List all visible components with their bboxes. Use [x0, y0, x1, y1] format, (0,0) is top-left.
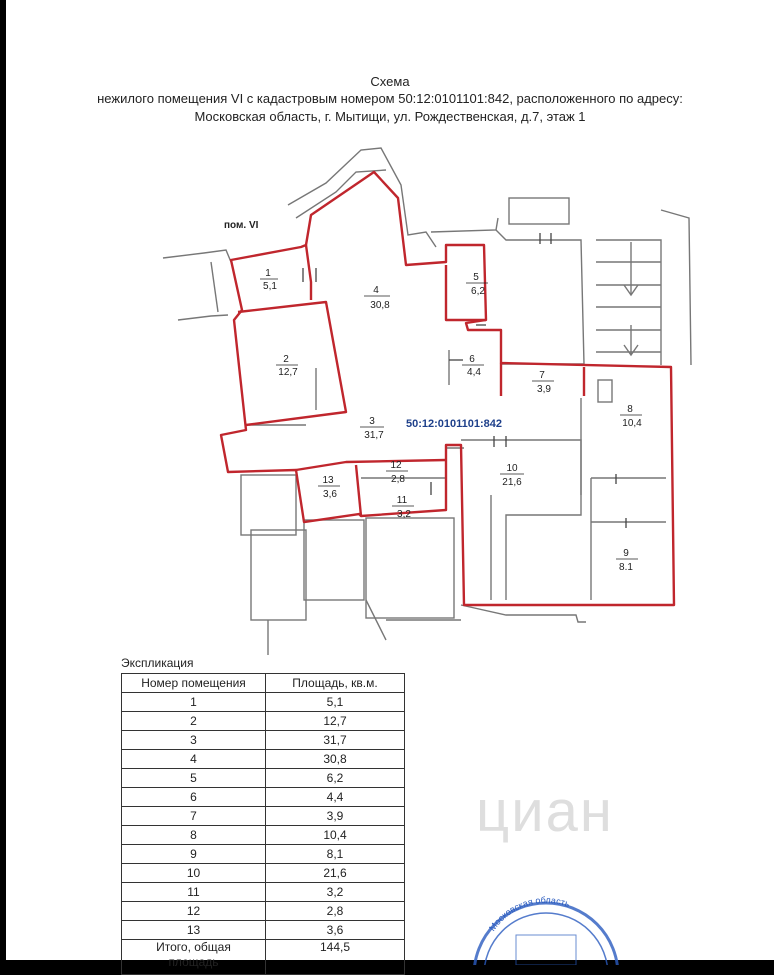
table-row — [122, 807, 405, 826]
door-marks — [303, 233, 626, 528]
room-number-cell: 3 — [122, 731, 266, 750]
room-5-area: 6,2 — [471, 286, 485, 297]
room-number-cell: 10 — [122, 864, 266, 883]
stamp-text: Московская область — [487, 895, 572, 933]
room-1-area: 5,1 — [263, 281, 277, 292]
total-label-cell — [122, 940, 266, 975]
document-sheet — [6, 0, 774, 969]
table-row — [122, 731, 405, 750]
total-value-cell: 144,5 — [266, 940, 405, 975]
room-number-cell: 13 — [122, 921, 266, 940]
area-cell: 21,6 — [266, 864, 405, 883]
room-9-number: 9 — [623, 548, 629, 559]
room-1-number: 1 — [265, 268, 271, 279]
room-number-cell: 2 — [122, 712, 266, 731]
room-13-area: 3,6 — [323, 489, 337, 500]
room-number-cell: 6 — [122, 788, 266, 807]
room-9-area: 8.1 — [619, 562, 633, 573]
total-label-line1: Итого, общая — [156, 940, 231, 954]
area-cell: 4,4 — [266, 788, 405, 807]
area-cell: 30,8 — [266, 750, 405, 769]
table-row — [122, 864, 405, 883]
room-number-cell: 12 — [122, 902, 266, 921]
room-number-cell: 8 — [122, 826, 266, 845]
table-header-row — [122, 674, 405, 693]
room-number-cell: 4 — [122, 750, 266, 769]
table-row — [122, 826, 405, 845]
area-cell: 6,2 — [266, 769, 405, 788]
room-7-number: 7 — [539, 370, 545, 381]
cadastral-number-label: 50:12:0101101:842 — [406, 418, 503, 430]
table-row — [122, 883, 405, 902]
area-cell: 3,6 — [266, 921, 405, 940]
room-10-area: 21,6 — [502, 477, 522, 488]
table-row — [122, 693, 405, 712]
table-row — [122, 788, 405, 807]
area-cell: 3,9 — [266, 807, 405, 826]
explication-table — [121, 673, 405, 975]
cian-watermark — [476, 778, 696, 858]
area-cell: 31,7 — [266, 731, 405, 750]
room-12-area: 2,8 — [391, 474, 405, 485]
room-11-area: 3,2 — [397, 509, 411, 520]
room-4-area: 30,8 — [370, 300, 390, 311]
room-3-number: 3 — [369, 416, 375, 427]
premises-outline — [221, 172, 674, 605]
watermark-text: циан — [476, 779, 614, 844]
premises-label: пом. VI — [224, 220, 259, 231]
room-3-area: 31,7 — [364, 430, 384, 441]
table-row — [122, 921, 405, 940]
room-8-number: 8 — [627, 404, 633, 415]
room-11-number: 11 — [396, 495, 408, 506]
area-cell: 3,2 — [266, 883, 405, 902]
room-number-cell: 5 — [122, 769, 266, 788]
area-cell: 2,8 — [266, 902, 405, 921]
room-13-number: 13 — [322, 475, 334, 486]
area-cell: 10,4 — [266, 826, 405, 845]
room-5-number: 5 — [473, 272, 479, 283]
room-number-cell: 7 — [122, 807, 266, 826]
room-12-number: 12 — [390, 460, 402, 471]
room-2-number: 2 — [283, 354, 289, 365]
area-cell: 8,1 — [266, 845, 405, 864]
room-4-number: 4 — [373, 285, 379, 296]
area-cell: 5,1 — [266, 693, 405, 712]
table-row — [122, 902, 405, 921]
official-stamp — [456, 895, 636, 965]
room-8-area: 10,4 — [622, 418, 642, 429]
room-2-area-value: 12,7 — [278, 367, 298, 378]
room-number-cell: 11 — [122, 883, 266, 902]
header-area: Площадь, кв.м. — [266, 674, 405, 693]
floor-plan — [6, 0, 774, 650]
area-cell: 12,7 — [266, 712, 405, 731]
total-row — [122, 940, 405, 975]
room-7-area: 3,9 — [537, 384, 551, 395]
header-room-number: Номер помещения — [122, 674, 266, 693]
room-number-cell: 9 — [122, 845, 266, 864]
room-10-number: 10 — [506, 463, 518, 474]
room-6-number: 6 — [469, 354, 475, 365]
table-row — [122, 769, 405, 788]
scheme-title: Схема — [370, 74, 410, 89]
table-row — [122, 845, 405, 864]
room-number-cell: 1 — [122, 693, 266, 712]
total-label-line2: площадь — [168, 955, 219, 969]
table-row — [122, 712, 405, 731]
explication-caption: Экспликация — [121, 656, 194, 670]
table-row — [122, 750, 405, 769]
scheme-address: Московская область, г. Мытищи, ул. Рождественская, д.7, этаж 1 — [194, 109, 586, 124]
room-6-area: 4,4 — [467, 367, 481, 378]
scheme-subtitle: нежилого помещения VI с кадастровым номером 50:12:0101101:842, расположенного по адресу: — [97, 91, 683, 106]
